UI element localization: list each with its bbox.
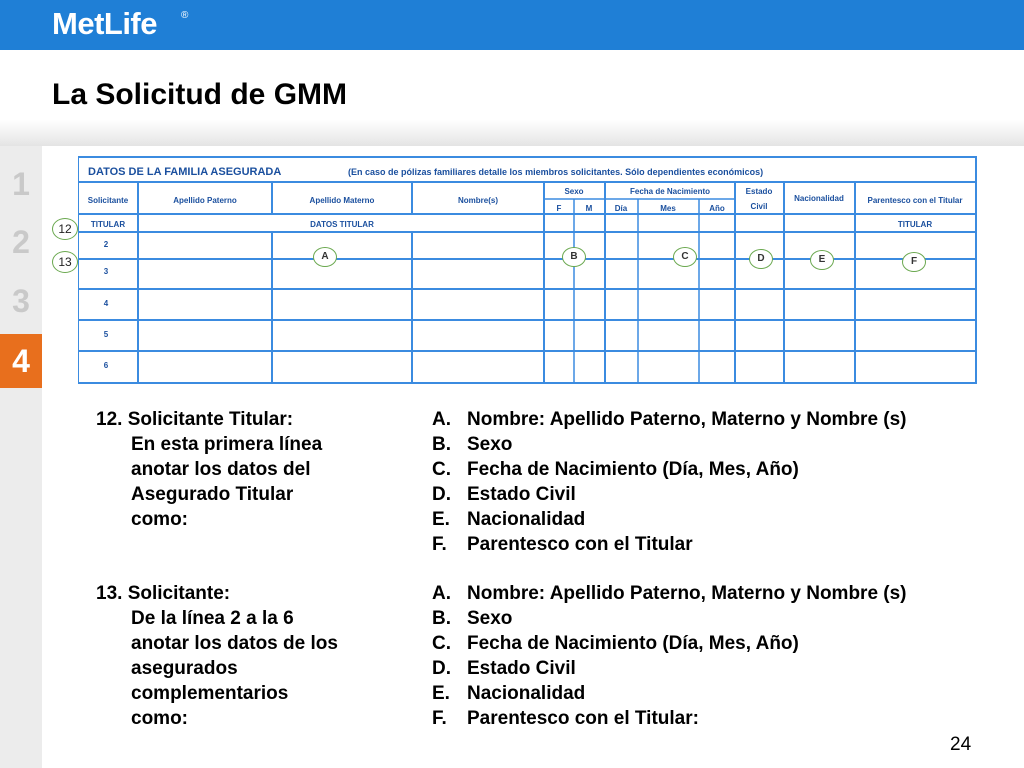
col-nacionalidad: Nacionalidad — [794, 194, 844, 203]
block-12-list — [432, 407, 907, 557]
row-3: 3 — [103, 267, 109, 276]
marker-d: D — [749, 249, 773, 269]
page-number: 24 — [950, 734, 972, 755]
row-6: 6 — [103, 361, 109, 370]
col-sexo-m: M — [585, 204, 593, 213]
row-5: 5 — [103, 330, 109, 339]
block-12-description — [96, 407, 322, 532]
step-2[interactable]: 2 — [12, 224, 30, 260]
block-12-line: En esta primera línea — [131, 434, 323, 455]
row-4: 4 — [103, 299, 109, 308]
marker-e: E — [810, 250, 834, 270]
col-parentesco: Parentesco con el Titular — [867, 196, 963, 205]
header-bar — [0, 0, 1024, 50]
list-item: B. Sexo — [432, 608, 513, 629]
step-3[interactable]: 3 — [12, 283, 30, 319]
block-13-line: como: — [131, 708, 188, 729]
block-13-line: anotar los datos de los — [131, 633, 338, 654]
family-form-table — [78, 156, 980, 386]
col-sexo: Sexo — [564, 187, 584, 196]
block-12-line: anotar los datos del — [131, 459, 311, 480]
list-item: D. Estado Civil — [432, 658, 576, 679]
marker-b: B — [562, 247, 586, 267]
col-sexo-f: F — [556, 204, 562, 213]
form-heading: DATOS DE LA FAMILIA ASEGURADA — [88, 166, 282, 178]
list-item: A. Nombre: Apellido Paterno, Materno y Nombre (s) — [432, 583, 907, 604]
marker-c: C — [673, 247, 697, 267]
list-item: C. Fecha de Nacimiento (Día, Mes, Año) — [432, 633, 799, 654]
col-mes: Mes — [660, 204, 676, 213]
slide-title: La Solicitud de GMM — [52, 78, 348, 111]
marker-a: A — [313, 247, 337, 267]
block-13-line: complementarios — [131, 683, 289, 704]
registered-mark: ® — [181, 10, 189, 21]
col-estado-1: Estado — [745, 187, 773, 196]
block-13-line: De la línea 2 a la 6 — [131, 608, 294, 629]
col-fecha: Fecha de Nacimiento — [629, 187, 711, 196]
col-anio: Año — [709, 204, 725, 213]
metlife-logo: MetLife — [52, 6, 157, 41]
title-divider — [0, 120, 1024, 146]
block-12-line: Asegurado Titular — [131, 484, 294, 505]
form-heading-note: (En caso de pólizas familiares detalle los miembros solicitantes. Sólo dependientes económicos) — [348, 167, 764, 177]
marker-12: 12 — [52, 218, 78, 240]
block-13-line: asegurados — [131, 658, 238, 679]
row-titular-right: TITULAR — [897, 220, 933, 229]
step-4-active[interactable]: 4 — [0, 334, 42, 388]
list-item: A. Nombre: Apellido Paterno, Materno y Nombre (s) — [432, 409, 907, 430]
step-1[interactable]: 1 — [12, 166, 30, 202]
marker-f: F — [902, 252, 926, 272]
block-12-head: 12. Solicitante Titular: — [96, 409, 294, 430]
block-13-list — [432, 581, 907, 731]
row-2: 2 — [103, 240, 109, 249]
col-nombre: Nombre(s) — [457, 196, 499, 205]
block-13-head: 13. Solicitante: — [96, 583, 231, 604]
block-12-line: como: — [131, 509, 188, 530]
row-titular: TITULAR — [90, 220, 126, 229]
list-item: C. Fecha de Nacimiento (Día, Mes, Año) — [432, 459, 799, 480]
marker-13: 13 — [52, 251, 78, 273]
col-materno: Apellido Materno — [309, 196, 375, 205]
list-item: F. Parentesco con el Titular — [432, 534, 693, 555]
list-item: E. Nacionalidad — [432, 509, 586, 530]
list-item: B. Sexo — [432, 434, 513, 455]
block-13-description — [96, 581, 338, 731]
list-item: F. Parentesco con el Titular: — [432, 708, 699, 729]
list-item: E. Nacionalidad — [432, 683, 586, 704]
col-paterno: Apellido Paterno — [173, 196, 237, 205]
col-solicitante: Solicitante — [87, 196, 129, 205]
list-item: D. Estado Civil — [432, 484, 576, 505]
row-datos-titular: DATOS TITULAR — [310, 220, 374, 229]
col-dia: Día — [614, 204, 628, 213]
col-estado-2: Civil — [750, 202, 768, 211]
